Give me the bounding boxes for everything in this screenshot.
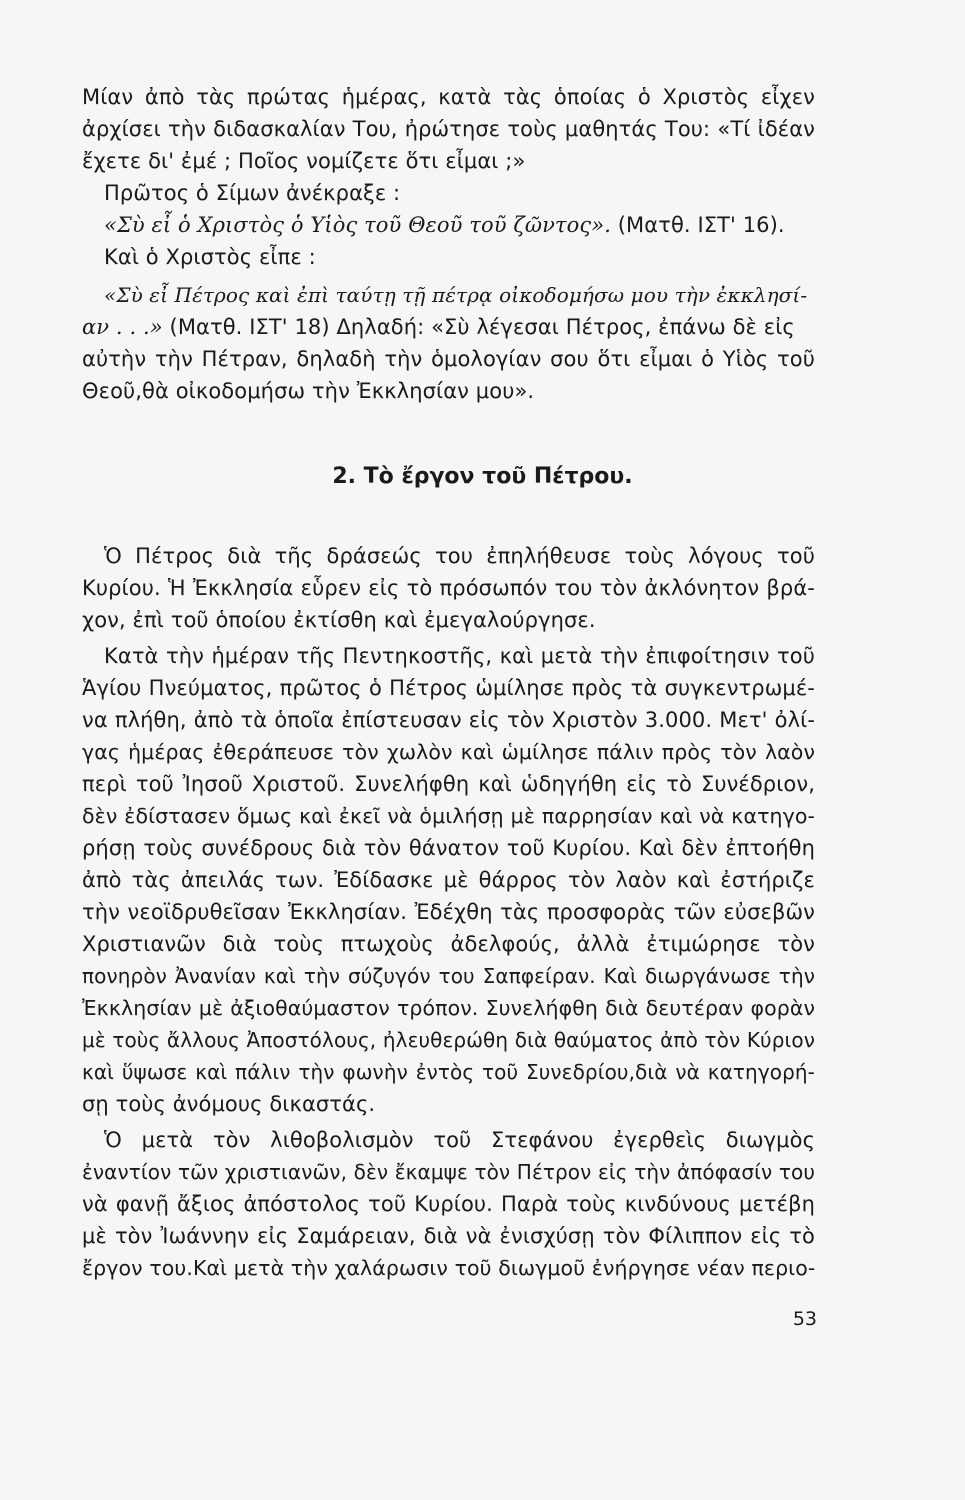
text-line: Ὁ μετὰ τὸν λιθοβολισμὸν τοῦ Στεφάνου ἐγερθεὶς διωγμὸς xyxy=(104,1128,815,1152)
text-line: Καὶ ὁ Χριστὸς εἶπε : xyxy=(104,245,316,269)
text-line: Χριστιανῶν διὰ τοὺς πτωχοὺς ἀδελφούς, ἀλλὰ ἐτιμώρησε τὸν xyxy=(82,932,815,956)
text-line: σῃ τοὺς ἀνόμους δικαστάς. xyxy=(82,1092,376,1116)
text-line: Κατὰ τὴν ἡμέραν τῆς Πεντηκοστῆς, καὶ μετὰ τὴν ἐπιφοίτησιν τοῦ xyxy=(104,644,815,668)
text-line: Ἁγίου Πνεύματος, πρῶτος ὁ Πέτρος ὡμίλησε πρὸς τὰ συγκεντρωμέ- xyxy=(82,676,815,700)
scripture-quote: «Σὺ εἶ Πέτρος καὶ ἐπὶ ταύτῃ τῇ πέτρᾳ οἰκοδομήσω μου τὴν ἐκκλησί- xyxy=(104,283,808,307)
text-line: Πρῶτος ὁ Σίμων ἀνέκραξε : xyxy=(104,181,401,205)
text-line: Μίαν ἀπὸ τὰς πρώτας ἡμέρας, κατὰ τὰς ὁποίας ὁ Χριστὸς εἶχεν xyxy=(82,85,815,109)
text-line: δὲν ἐδίστασεν ὅμως καὶ ἐκεῖ νὰ ὁμιλήσῃ μὲ παρρησίαν καὶ νὰ κατηγο- xyxy=(82,804,815,828)
quote-line xyxy=(82,312,815,342)
text-line: νὰ φανῇ ἄξιος ἀπόστολος τοῦ Κυρίου. Παρὰ τοὺς κινδύνους μετέβη xyxy=(82,1192,815,1216)
text-line: μὲ τοὺς ἄλλους Ἀποστόλους, ἠλευθερώθη διὰ θαύματος ἀπὸ τὸν Κύριον xyxy=(82,1028,815,1052)
text-line: ἀπὸ τὰς ἀπειλάς των. Ἐδίδασκε μὲ θάρρος τὸν λαὸν καὶ ἐστήριζε xyxy=(82,868,815,892)
text-line: αὐτὴν τὴν Πέτραν, δηλαδὴ τὴν ὁμολογίαν σου ὅτι εἶμαι ὁ Υἱὸς τοῦ xyxy=(82,347,815,371)
text-line: καὶ ὕψωσε καὶ πάλιν τὴν φωνὴν ἐντὸς τοῦ Συνεδρίου,διὰ νὰ κατηγορή- xyxy=(82,1060,815,1084)
text-line: ἔχετε δι' ἐμέ ; Ποῖος νομίζετε ὅτι εἶμαι ;» xyxy=(82,149,526,173)
text-line: να πλήθη, ἀπὸ τὰ ὁποῖα ἐπίστευσαν εἰς τὸν Χριστὸν 3.000. Μετ' ὀλί- xyxy=(82,708,815,732)
text-line: ἐναντίον τῶν χριστιανῶν, δὲν ἔκαμψε τὸν Πέτρον εἰς τὴν ἀπόφασίν του xyxy=(82,1160,815,1184)
section-heading: 2. Τὸ ἔργον τοῦ Πέτρου. xyxy=(332,464,633,489)
text-line: χον, ἐπὶ τοῦ ὁποίου ἐκτίσθη καὶ ἐμεγαλούργησε. xyxy=(82,608,596,632)
scripture-quote: αν . . .» xyxy=(82,315,163,339)
text-line: μὲ τὸν Ἰωάννην εἰς Σαμάρειαν, διὰ νὰ ἐνισχύσῃ τὸν Φίλιππον εἰς τὸ xyxy=(82,1224,815,1248)
text-line: Κυρίου. Ἡ Ἐκκλησία εὗρεν εἰς τὸ πρόσωπόν του τὸν ἀκλόνητον βρά- xyxy=(82,576,815,600)
text-line: τὴν νεοϊδρυθεῖσαν Ἐκκλησίαν. Ἐδέχθη τὰς προσφορὰς τῶν εὐσεβῶν xyxy=(82,900,815,924)
text-line: Θεοῦ,θὰ οἰκοδομήσω τὴν Ἐκκλησίαν μου». xyxy=(82,379,535,403)
text-line: ἀρχίσει τὴν διδασκαλίαν Του, ἠρώτησε τοὺς μαθητάς Του: «Τί ἰδέαν xyxy=(82,117,815,141)
text-line: περὶ τοῦ Ἰησοῦ Χριστοῦ. Συνελήφθη καὶ ὡδηγήθη εἰς τὸ Συνέδριον, xyxy=(82,772,815,796)
scripture-reference: (Ματθ. ΙΣΤ' 16). xyxy=(610,213,785,237)
text-line: Ἐκκλησίαν μὲ ἀξιοθαύμαστον τρόπον. Συνελήφθη διὰ δευτέραν φορὰν xyxy=(82,996,815,1020)
quote-line xyxy=(104,210,837,240)
text-line: Ὁ Πέτρος διὰ τῆς δράσεώς του ἐπηλήθευσε τοὺς λόγους τοῦ xyxy=(104,544,815,568)
page-number: 53 xyxy=(792,1308,817,1330)
text-line: ρήσῃ τοὺς συνέδρους διὰ τὸν θάνατον τοῦ Κυρίου. Καὶ δὲν ἐπτοήθη xyxy=(82,836,815,860)
text-line: ἔργον του.Καὶ μετὰ τὴν χαλάρωσιν τοῦ διωγμοῦ ἐνήργησε νέαν περιο- xyxy=(82,1256,816,1280)
text-span: (Ματθ. ΙΣΤ' 18) Δηλαδή: «Σὺ λέγεσαι Πέτρος, ἐπάνω δὲ εἰς xyxy=(162,315,795,339)
text-line: πονηρὸν Ἀνανίαν καὶ τὴν σύζυγόν του Σαπφείραν. Καὶ διωργάνωσε τὴν xyxy=(82,964,815,988)
text-line: γας ἡμέρας ἐθεράπευσε τὸν χωλὸν καὶ ὡμίλησε πάλιν πρὸς τὸν λαὸν xyxy=(82,740,815,764)
scripture-quote: «Σὺ εἶ ὁ Χριστὸς ὁ Υἱὸς τοῦ Θεοῦ τοῦ ζῶντος». xyxy=(104,213,611,237)
